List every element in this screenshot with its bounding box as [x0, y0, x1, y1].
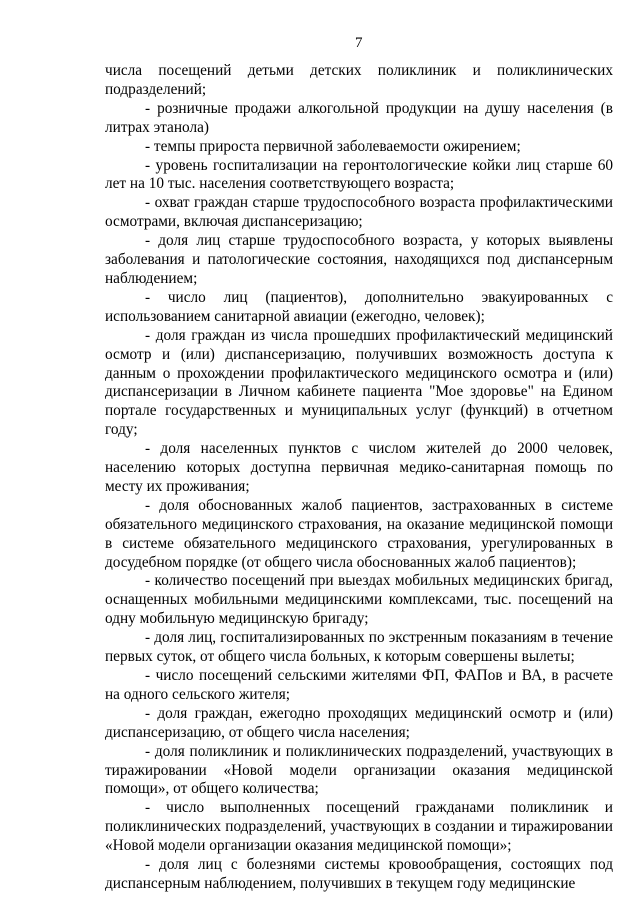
list-item-air-ambulance: - число лиц (пациентов), дополнительно эвакуированных с использованием санитарной авиации (ежегодно, человек); — [105, 288, 613, 325]
list-item-preventive-exams: - охват граждан старше трудоспособного возраста профилактическими осмотрами, включая диспансеризацию; — [105, 194, 613, 231]
list-item-complaints: - доля обоснованных жалоб пациентов, застрахованных в системе обязательного медицинского страхования, на оказание медицинской помощи в системе обязательного медицинского страхования, урегулированных в досудебном порядке (от общего числа обоснованных жалоб пациентов); — [105, 496, 613, 571]
list-item-new-model-share: - доля поликлиник и поликлинических подразделений, участвующих в тиражировании «Новой модели организации оказания медицинской помощи», от общего количества; — [105, 742, 613, 798]
page-number: 7 — [355, 35, 363, 51]
list-item-emergency-hospitalization: - доля лиц, госпитализированных по экстренным показаниям в течение первых суток, от общего числа больных, к которым совершены вылеты; — [105, 629, 613, 666]
list-item-mobile-brigades: - количество посещений при выездах мобильных медицинских бригад, оснащенных мобильными медицинскими комплексами, тыс. посещений на одну мобильную медицинскую бригаду; — [105, 572, 613, 628]
document-body — [105, 62, 613, 894]
list-item-circulatory-diseases: - доля лиц с болезнями системы кровообращения, состоящих под диспансерным наблюдением, получивших в текущем году медицинские — [105, 856, 613, 892]
paragraph-continuation: числа посещений детьми детских поликлиник и поликлинических подразделений; — [105, 62, 613, 98]
list-item-annual-checkup: - доля граждан, ежегодно проходящих медицинский осмотр и (или) диспансеризацию, от общего числа населения; — [105, 704, 613, 741]
list-item-new-model-visits: - число выполненных посещений гражданами поликлиник и поликлинических подразделений, участвующих в создании и тиражировании «Новой модели организации оказания медицинской помощи»; — [105, 799, 613, 855]
list-item-personal-cabinet: - доля граждан из числа прошедших профилактический медицинский осмотр и (или) диспансеризацию, получивших возможность доступа к данным о прохождении профилактического медицинского осмотра и (или) диспансеризации в Личном кабинете пациента "Мое здоровье" на Едином портале государственных и муниципальных услуг (функций) в отчетном году; — [105, 326, 613, 439]
list-item-gerontology-beds: - уровень госпитализации на геронтологические койки лиц старше 60 лет на 10 тыс. населения соответствующего возраста; — [105, 156, 613, 193]
list-item-dispensary-observation: - доля лиц старше трудоспособного возраста, у которых выявлены заболевания и патологические состояния, находящихся под диспансерным наблюдением; — [105, 232, 613, 287]
list-item-obesity-growth: - темпы прироста первичной заболеваемости ожирением; — [145, 137, 521, 155]
list-item-rural-visits: - число посещений сельскими жителями ФП, ФАПов и ВА, в расчете на одного сельского жителя; — [105, 667, 613, 703]
list-item-settlements-access: - доля населенных пунктов с числом жителей до 2000 человек, населению которых доступна первичная медико-санитарная помощь по месту их проживания; — [105, 440, 613, 495]
list-item-alcohol-sales: - розничные продажи алкогольной продукции на душу населения (в литрах этанола) — [105, 99, 613, 136]
